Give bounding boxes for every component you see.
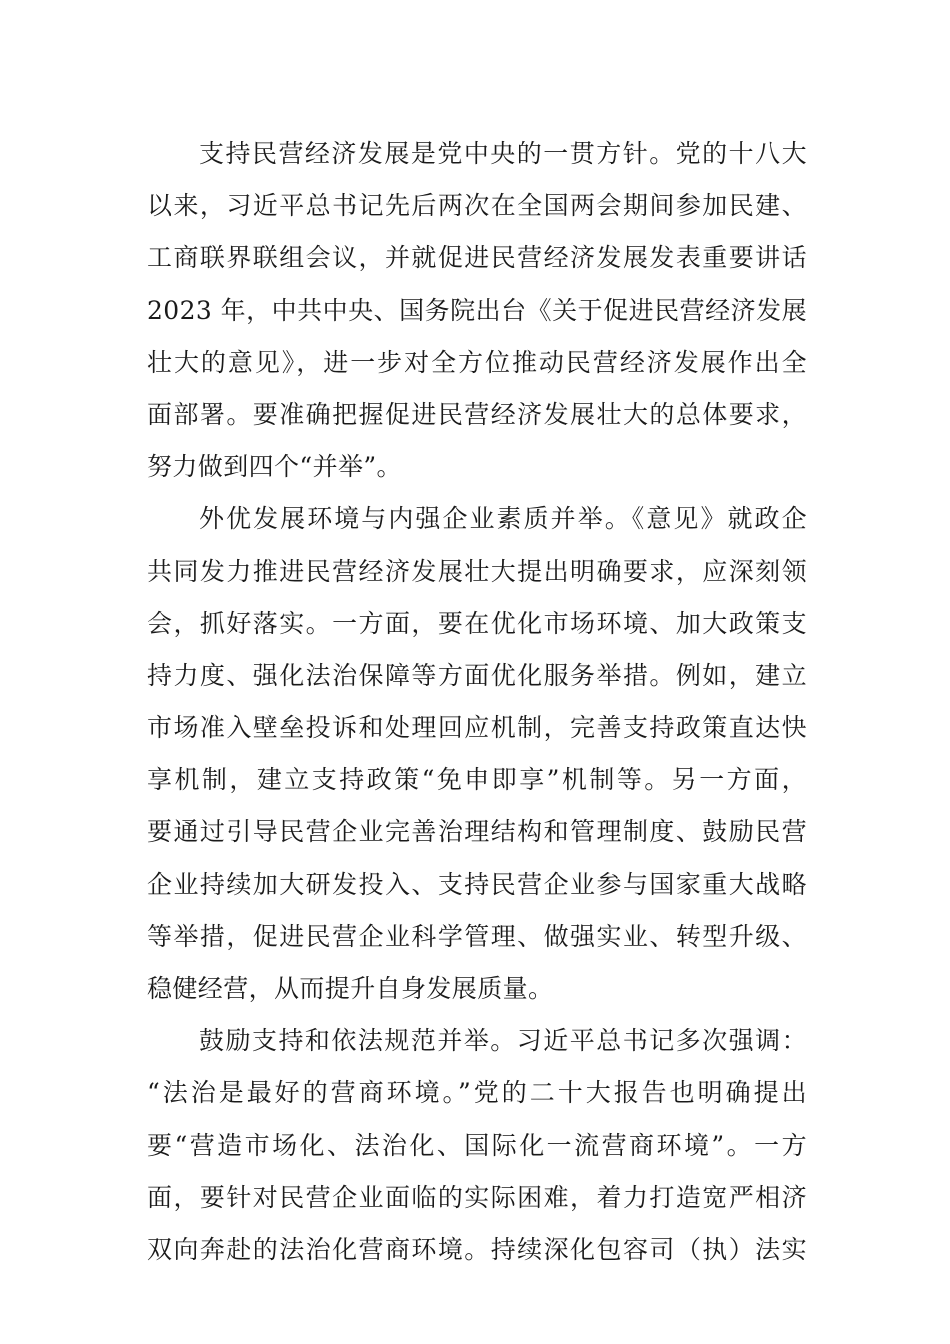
paragraph-3 xyxy=(147,1015,807,1276)
text-line: 2023 年，中共中央、国务院出台《关于促进民营经济发展 xyxy=(147,295,807,325)
text-line: 壮大的意见》，进一步对全方位推动民营经济发展作出全 xyxy=(147,347,807,377)
document-body xyxy=(147,128,807,1276)
text-line: 面，要针对民营企业面临的实际困难，着力打造宽严相济 xyxy=(147,1182,807,1212)
text-line: 市场准入壁垒投诉和处理回应机制，完善支持政策直达快 xyxy=(147,713,807,743)
text-line: 等举措，促进民营企业科学管理、做强实业、转型升级、 xyxy=(147,921,807,951)
text-line: “法治是最好的营商环境。”党的二十大报告也明确提出 xyxy=(147,1078,807,1108)
text-line: 企业持续加大研发投入、支持民营企业参与国家重大战略 xyxy=(147,869,807,899)
text-line: 持力度、强化法治保障等方面优化服务举措。例如，建立 xyxy=(147,660,807,690)
text-line: 工商联界联组会议，并就促进民营经济发展发表重要讲话 xyxy=(147,243,807,273)
text-line: 要“营造市场化、法治化、国际化一流营商环境”。一方 xyxy=(147,1130,807,1160)
text-line: 支持民营经济发展是党中央的一贯方针。党的十八大 xyxy=(199,139,807,168)
text-line: 双向奔赴的法治化营商环境。持续深化包容司（执）法实 xyxy=(147,1234,807,1264)
text-line: 享机制，建立支持政策“免申即享”机制等。另一方面， xyxy=(147,765,807,795)
text-line: 以来，习近平总书记先后两次在全国两会期间参加民建、 xyxy=(147,191,807,221)
text-line: 共同发力推进民营经济发展壮大提出明确要求，应深刻领 xyxy=(147,556,807,586)
paragraph-2 xyxy=(147,493,807,1015)
text-line: 鼓励支持和依法规范并举。习近平总书记多次强调： xyxy=(199,1026,807,1056)
paragraph-1 xyxy=(147,128,807,493)
text-line: 会，抓好落实。一方面，要在优化市场环境、加大政策支 xyxy=(147,608,807,638)
text-line: 要通过引导民营企业完善治理结构和管理制度、鼓励民营 xyxy=(147,817,807,847)
text-line: 面部署。要准确把握促进民营经济发展壮大的总体要求， xyxy=(147,399,807,429)
text-line: 稳健经营，从而提升自身发展质量。 xyxy=(147,974,554,1003)
text-line: 外优发展环境与内强企业素质并举。《意见》就政企 xyxy=(199,504,807,534)
text-line: 努力做到四个“并举”。 xyxy=(147,452,402,482)
